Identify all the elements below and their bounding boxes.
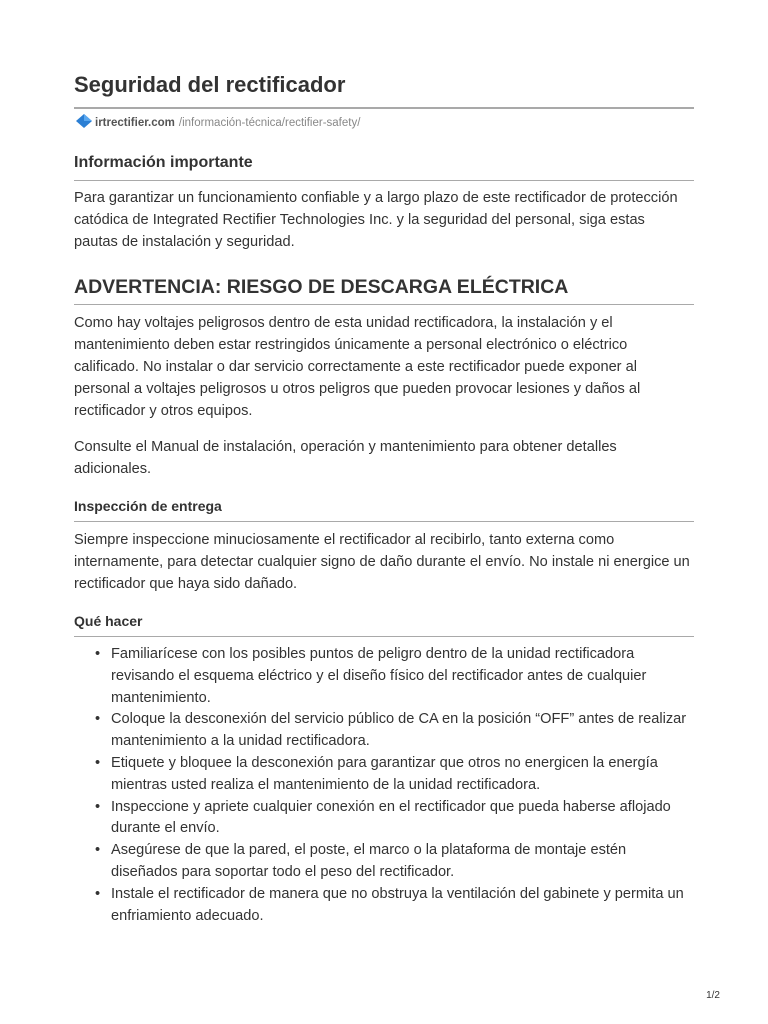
bullet-icon: • — [95, 754, 101, 771]
inspection-paragraph: Siempre inspeccione minuciosamente el rectificador al recibirlo, tanto externa como internamente, para detectar cualquier signo de daño durante el envío. No instale ni energice un rectificador que haya sido dañado. — [74, 532, 690, 592]
important-paragraph: Para garantizar un funcionamiento confiable y a largo plazo de este rectificador de protección catódica de Integrated Rectifier Technologies Inc. y la seguridad del personal, siga estas pautas de instalación y seguridad. — [74, 190, 678, 250]
list-item-text: Familiarícese con los posibles puntos de peligro dentro de la unidad rectificadora revisando el esquema eléctrico y el diseño físico del rectificador antes de cualquier mantenimiento. — [111, 646, 647, 706]
list-item-text: Inspeccione y apriete cualquier conexión en el rectificador que pueda haberse aflojado durante el envío. — [111, 798, 671, 837]
bullet-icon: • — [95, 798, 101, 815]
bullet-icon: • — [95, 842, 101, 859]
section-heading-inspection: Inspección de entrega — [74, 498, 222, 514]
bullet-icon: • — [95, 646, 101, 662]
list-item-text: Etiquete y bloquee la desconexión para garantizar que otros no energicen la energía mientras usted realiza el mantenimiento de la unidad rectificadora. — [111, 754, 658, 793]
page-number: 1/2 — [706, 990, 720, 1001]
list-item — [95, 709, 691, 753]
section-heading-important: Información importante — [74, 154, 253, 171]
todo-list — [74, 644, 691, 927]
list-item-text: Coloque la desconexión del servicio público de CA en la posición “OFF” antes de realizar mantenimiento a la unidad rectificadora. — [111, 711, 687, 750]
diamond-icon — [76, 114, 92, 131]
bullet-icon: • — [95, 885, 101, 902]
list-item — [95, 884, 691, 928]
list-item — [95, 840, 691, 884]
list-item — [95, 797, 691, 841]
warning-paragraph-2: Consulte el Manual de instalación, operación y mantenimiento para obtener detalles adicionales. — [74, 439, 617, 477]
list-item — [95, 753, 691, 797]
section-heading-warning: ADVERTENCIA: RIESGO DE DESCARGA ELÉCTRICA — [74, 276, 569, 298]
breadcrumb-domain[interactable]: irtrectifier.com — [95, 116, 175, 129]
section-divider — [74, 521, 694, 522]
bullet-icon: • — [95, 711, 101, 728]
warning-paragraph-1: Como hay voltajes peligrosos dentro de esta unidad rectificadora, la instalación y el mantenimiento deben estar restringidos únicamente a personal electrónico o eléctrico calificado. No instalar o dar servicio correctamente a este rectificador puede exponer al personal a voltajes peligrosos u otros peligros que pueden provocar lesiones y daños al rectificador y otros equipos. — [74, 315, 641, 419]
section-divider — [74, 304, 694, 305]
breadcrumb — [76, 114, 360, 131]
breadcrumb-path: /información-técnica/rectifier-safety/ — [178, 116, 361, 129]
list-item-text: Asegúrese de que la pared, el poste, el marco o la plataforma de montaje estén diseñados para soportar todo el peso del rectificador. — [111, 842, 627, 880]
section-heading-todo: Qué hacer — [74, 613, 143, 629]
list-item-text: Instale el rectificador de manera que no obstruya la ventilación del gabinete y permita un enfriamiento adecuado. — [111, 885, 684, 924]
section-divider — [74, 636, 694, 637]
page-title: Seguridad del rectificador — [74, 72, 346, 97]
section-divider — [74, 180, 694, 181]
list-item — [95, 644, 691, 709]
title-divider — [74, 107, 694, 109]
